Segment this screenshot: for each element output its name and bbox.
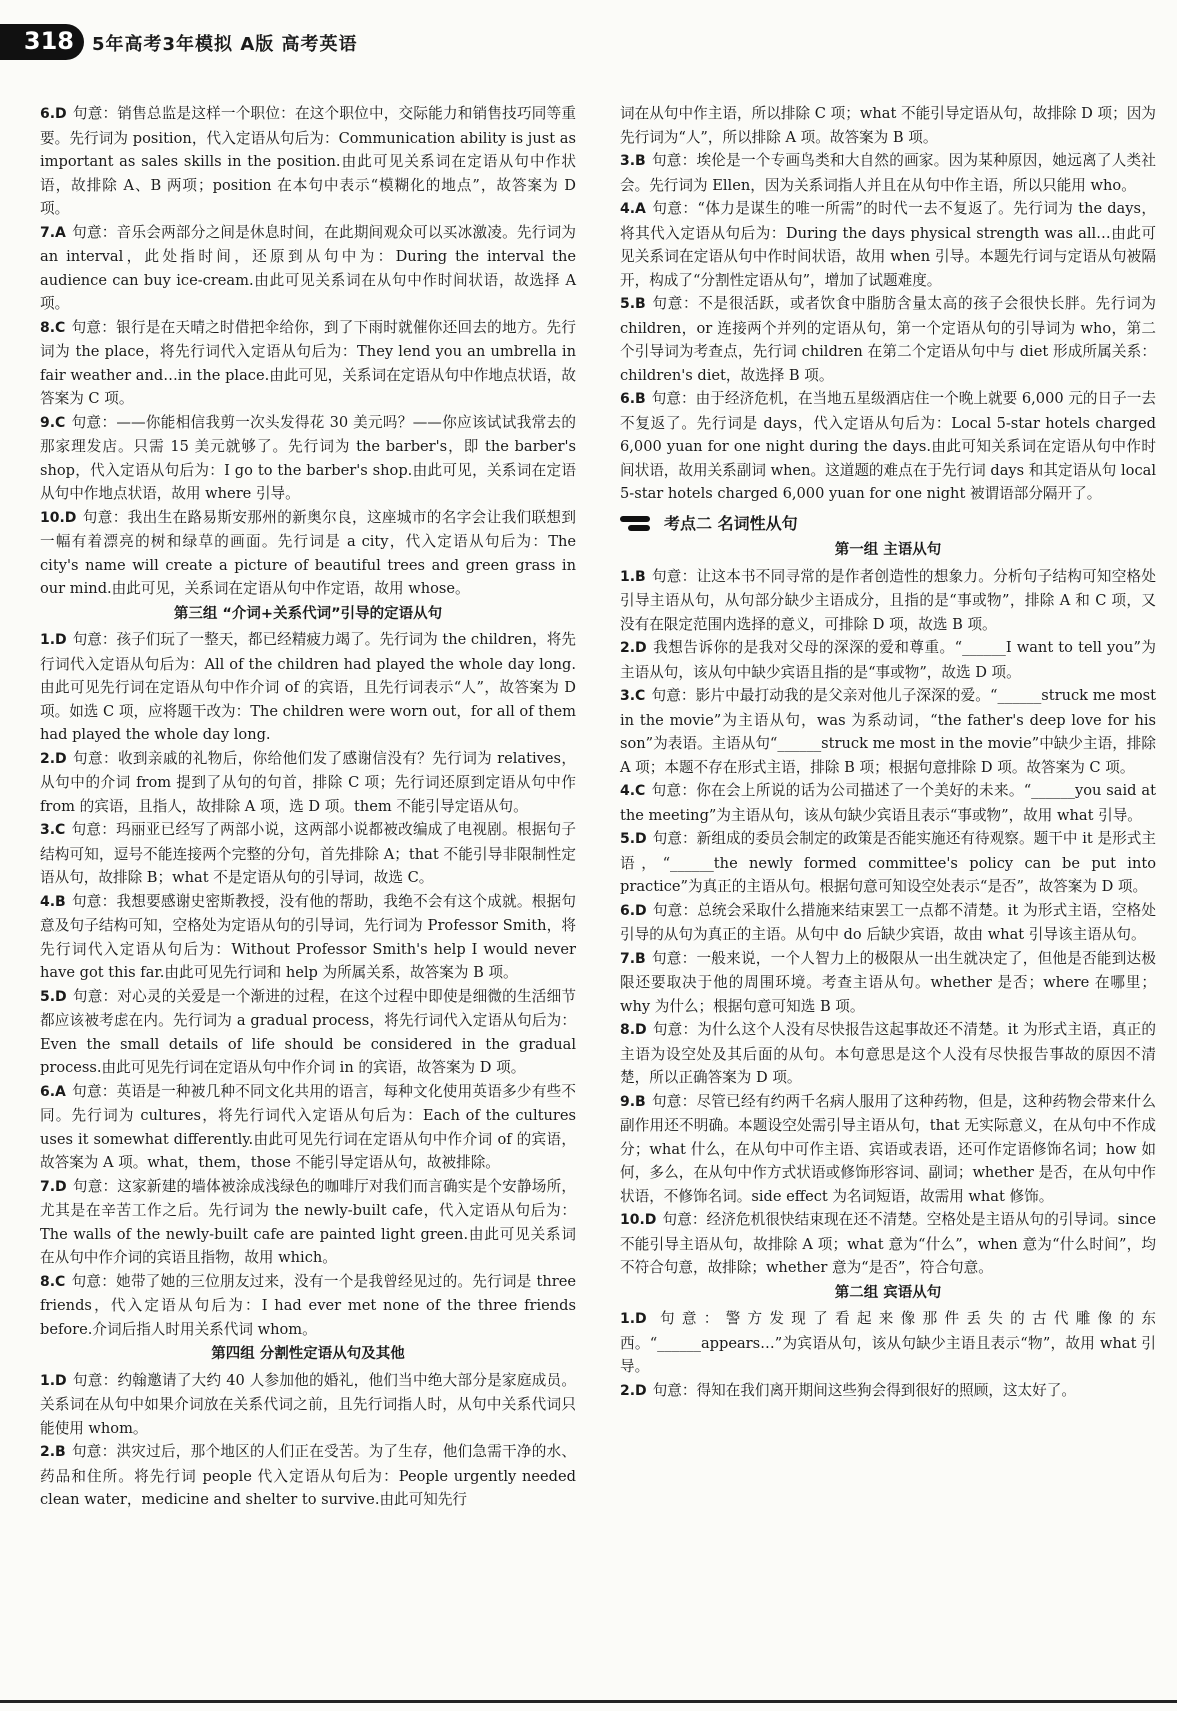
answer-item: [40, 102, 576, 221]
answer-number: 1.D: [620, 1311, 647, 1327]
answer-text: 句意：她带了她的三位朋友过来，没有一个是我曾经见过的。先行词是 three friends，代入定语从句后为：I had ever met none of the three friends before.介词后指人时用关系代词 whom。: [40, 1272, 576, 1338]
answer-item: [40, 506, 576, 601]
answer-number: 3.B: [620, 153, 646, 169]
section-heading-text: 考点二 名词性从句: [664, 513, 798, 533]
answer-item: [40, 411, 576, 506]
answer-item: [620, 1379, 1156, 1404]
answer-item: [620, 565, 1156, 637]
answer-number: 10.D: [40, 509, 77, 526]
answer-item: [620, 1208, 1156, 1280]
answer-number: 2.D: [620, 640, 647, 656]
answer-number: 1.B: [620, 568, 646, 585]
section-heading: [620, 512, 1156, 536]
answer-item: [40, 221, 576, 316]
answer-text: 句意：警方发现了看起来像那件丢失的古代雕像的东西。“______appears…”为宾语从句，该从句缺少主语且表示“物”，故用 what 引导。: [620, 1310, 1156, 1375]
answer-text: 句意：我出生在路易斯安那州的新奥尔良，这座城市的名字会让我们联想到一幅有着漂亮的树和绿草的画面。先行词是 a city，代入定语从句后为：The city's name will create a picture of beautiful trees and green grass in our mind.由此可见，关系词在定语从句中作定语，故用 whose。: [40, 508, 576, 597]
answer-number: 2.D: [620, 1382, 647, 1399]
answer-text: 我想告诉你的是我对父母的深深的爱和尊重。“______I want to tell you”为主语从句，该从句中缺少宾语且指的是“事或物”，故选 D 项。: [620, 639, 1156, 681]
answer-text: 词在从句中作主语，所以排除 C 项；what 不能引导定语从句，故排除 D 项；因为先行词为“人”，所以排除 A 项。故答案为 B 项。: [620, 105, 1156, 146]
answer-text: 句意：新组成的委员会制定的政策是否能实施还有待观察。题干中 it 是形式主语，“______the newly formed committee's policy can be put into practice”为真正的主语从句。根据句意可知设空处表示“是否”，故答案为 D 项。: [620, 830, 1156, 895]
answer-number: 5.B: [620, 296, 646, 312]
answer-item: [620, 387, 1156, 506]
answer-number: 8.C: [40, 1273, 66, 1290]
answer-text: 句意：为什么这个人没有尽快报告这起事故还不清楚。it 为形式主语，真正的主语为设空处及其后面的从句。本句意思是这个人没有尽快报告事故的原因不清楚，所以正确答案为 D 项。: [620, 1021, 1156, 1086]
answer-number: 4.B: [40, 893, 66, 910]
answer-text: 句意：我想要感谢史密斯教授，没有他的帮助，我绝不会有这个成就。根据句意及句子结构可知，空格处为定语从句的引导词，先行词为 Professor Smith，将先行词代入定语从句后为：Without Professor Smith's help I would never have got this far.由此可见先行词和 help 为所属关系，故答案为 B 项。: [40, 892, 576, 981]
answer-item: [40, 890, 576, 985]
answer-item: [40, 985, 576, 1080]
answer-item: [40, 1175, 576, 1270]
page-header: [0, 0, 1177, 62]
answer-text: 句意：银行是在天晴之时借把伞给你，到了下雨时就催你还回去的地方。先行词为 the place，将先行词代入定语从句后为：They lend you an umbrella in fair weather and…in the place.由此可见，关系词在定语从句中作地点状语，故答案为 C 项。: [40, 318, 576, 407]
answer-number: 3.C: [40, 822, 66, 838]
section-marker-icon: [620, 514, 654, 532]
answer-number: 3.C: [620, 688, 646, 704]
answer-item: [620, 1090, 1156, 1209]
answer-text: 句意：经济危机很快结束现在还不清楚。空格处是主语从句的引导词。since 不能引导主语从句，故排除 A 项；what 意为“什么”，when 意为“什么时间”，均不符合句意，故排除；whether 意为“是否”，符合句意。: [620, 1211, 1156, 1276]
answer-text: 句意：尽管已经有约两千名病人服用了这种药物，但是，这种药物会带来什么副作用还不明确。本题设空处需引导主语从句，that 无实际意义，在从句中不作成分；what 什么，在从句中可作主语、宾语或表语，还可作定语修饰名词；how 如何，多么，在从句中作方式状语或修饰形容词、副词；whether 是否，在从句中作状语，不修饰名词。side effect 为名词短语，故需用 what 修饰。: [620, 1092, 1156, 1205]
answer-number: 10.D: [620, 1212, 657, 1228]
answer-text: 句意：对心灵的关爱是一个渐进的过程，在这个过程中即使是细微的生活细节都应该被考虑在内。先行词为 a gradual process，将先行词代入定语从句后为：Even the small details of life should be considered in the gradual process.由此可见先行词在定语从句中作介词 in 的宾语，故答案为 D 项。: [40, 987, 576, 1076]
answer-text: 句意：约翰邀请了大约 40 人参加他的婚礼，他们当中绝大部分是家庭成员。关系词在从句中如果介词放在关系代词之前，且先行词指人时，从句中关系代词只能使用 whom。: [40, 1371, 576, 1437]
answer-item: [40, 316, 576, 411]
answer-item: [40, 747, 576, 819]
answer-number: 6.B: [620, 391, 646, 407]
answer-item: [40, 1080, 576, 1175]
answer-text: 句意：收到亲戚的礼物后，你给他们发了感谢信没有？先行词为 relatives，从句中的介词 from 提到了从句的句首，排除 C 项；先行词还原到定语从句中作 from 的宾语，且指人，故排除 A 项，选 D 项。them 不能引导定语从句。: [40, 749, 576, 815]
answer-number: 6.D: [620, 902, 647, 919]
answer-number: 9.C: [40, 414, 66, 431]
answer-item: [620, 827, 1156, 899]
answer-item: [620, 899, 1156, 947]
answer-text: 句意：英语是一种被几种不同文化共用的语言，每种文化使用英语多少有些不同。先行词为 cultures，将先行词代入定语从句后为：Each of the cultures uses it somewhat differently.由此可见先行词在定语从句中作介词 of 的宾语，故答案为 A 项。what，them，those 不能引导定语从句，故被排除。: [40, 1082, 576, 1171]
page-number: 318: [23, 27, 74, 55]
answer-text: 句意：一般来说，一个人智力上的极限从一出生就决定了，但他是否能到达极限还要取决于他的周围环境。考查主语从句。whether 是否；where 在哪里；why 为什么；根据句意可知选 B 项。: [620, 949, 1156, 1015]
answer-text: 句意：音乐会两部分之间是休息时间，在此期间观众可以买冰激凌。先行词为 an interval，此处指时间，还原到从句中为：During the interval the audience can buy ice-cream.由此可见关系词在从句中作时间状语，故选择 A 项。: [40, 223, 576, 312]
answer-item: [40, 1440, 576, 1512]
right-column: [620, 102, 1156, 1403]
answer-number: 8.C: [40, 319, 66, 336]
answer-number: 7.A: [40, 224, 66, 241]
answer-number: 7.D: [40, 1178, 67, 1195]
answer-text: 句意：这家新建的墙体被涂成浅绿色的咖啡厅对我们而言确实是个安静场所，尤其是在辛苦工作之后。先行词为 the newly-built cafe，代入定语从句后为：The walls of the newly-built cafe are painted light green.由此可见关系词在从句中作介词的宾语且指物，故用 which。: [40, 1177, 576, 1266]
answer-text: 句意：得知在我们离开期间这些狗会得到很好的照顾，这太好了。: [652, 1381, 1076, 1399]
answer-number: 1.D: [40, 1372, 67, 1389]
answer-number: 7.B: [620, 950, 646, 967]
answer-item: [40, 818, 576, 890]
answer-item: [40, 628, 576, 747]
answer-text: 句意：总统会采取什么措施来结束罢工一点都不清楚。it 为形式主语，空格处引导的从句为真正的主语。从句中 do 后缺少宾语，故由 what 引导该主语从句。: [620, 901, 1156, 943]
answer-item: [620, 1307, 1156, 1379]
answer-item: [620, 636, 1156, 684]
answer-number: 6.A: [40, 1083, 66, 1100]
answer-item: [620, 149, 1156, 197]
answer-text: 句意：玛丽亚已经写了两部小说，这两部小说都被改编成了电视剧。根据句子结构可知，逗号不能连接两个完整的分句，首先排除 A；that 不能引导非限制性定语从句，故排除 B；what 不是定语从句的引导词，故选 C。: [40, 821, 576, 886]
answer-item: [620, 779, 1156, 827]
answer-number: 9.B: [620, 1093, 646, 1110]
answer-number: 5.D: [40, 988, 67, 1005]
answer-number: 2.D: [40, 750, 67, 767]
answer-number: 4.C: [620, 783, 646, 799]
group-heading: 第一组 主语从句: [834, 542, 942, 558]
answer-number: 8.D: [620, 1022, 647, 1038]
answer-item: [620, 684, 1156, 779]
answer-text: 句意：“体力是谋生的唯一所需”的时代一去不复返了。先行词为 the days，将其代入定语从句后为：During the days physical strength was all…由此可见关系词在定语从句中作时间状语，故用 when 引导。本题先行词与定语从句被隔开，构成了“分割性定语从句”，增加了试题难度。: [620, 200, 1156, 289]
answer-item: [40, 1270, 576, 1342]
group-heading: 第三组 “介词+关系代词”引导的定语从句: [173, 605, 443, 622]
footer-rule: [0, 1700, 1177, 1703]
answer-text: 句意：让这本书不同寻常的是作者创造性的想象力。分析句子结构可知空格处引导主语从句，从句部分缺少主语成分，且指的是“事或物”，排除 A 和 C 项，又没有在限定范围内选择的意义，可排除 D 项，故选 B 项。: [620, 567, 1156, 633]
answer-number: 1.D: [40, 632, 67, 648]
answer-number: 2.B: [40, 1444, 66, 1460]
answer-item: [620, 292, 1156, 387]
group-heading: 第二组 宾语从句: [834, 1284, 942, 1301]
answer-item: [40, 1369, 576, 1441]
answer-text: 句意：由于经济危机，在当地五星级酒店住一个晚上就要 6,000 元的日子一去不复返了。先行词是 days，代入定语从句后为：Local 5-star hotels charged 6,000 yuan for one night during the days.由此可知关系词在定语从句中作时间状语，故用关系副词 when。这道题的难点在于先行词 days 和其定语从句 local 5-star hotels charged 6,000 yuan for one night 被谓语部分隔开了。: [620, 390, 1156, 502]
answer-item: [620, 102, 1156, 149]
answer-text: 句意：你在会上所说的话为公司描述了一个美好的未来。“______you said at the meeting”为主语从句，该从句缺少宾语且表示“事或物”，故用 what 引导。: [620, 782, 1156, 824]
answer-number: 6.D: [40, 106, 67, 122]
group-heading: 第四组 分割性定语从句及其他: [211, 1346, 405, 1362]
answer-number: 5.D: [620, 831, 647, 847]
answer-number: 4.A: [620, 201, 646, 217]
answer-text: 句意：洪灾过后，那个地区的人们正在受苦。为了生存，他们急需干净的水、药品和住所。将先行词 people 代入定语从句后为：People urgently needed clean water，medicine and shelter to survive.由此可知先行: [40, 1443, 576, 1508]
answer-text: 句意：不是很活跃，或者饮食中脂肪含量太高的孩子会很快长胖。先行词为 children，or 连接两个并列的定语从句，第一个定语从句的引导词为 who，第二个引导词为考查点，先行词 children 在第二个定语从句中与 diet 形成所属关系：children's diet，故选择 B 项。: [620, 295, 1156, 384]
answer-item: [620, 947, 1156, 1019]
page-number-badge: [0, 24, 84, 60]
answer-text: 句意：销售总监是这样一个职位：在这个职位中，交际能力和销售技巧同等重要。先行词为 position，代入定语从句后为：Communication ability is just as important as sales skills in the position.由此可见关系词在定语从句中作状语，故排除 A、B 两项；position 在本句中表示“模糊化的地点”，故答案为 D 项。: [40, 105, 576, 217]
answer-item: [620, 1018, 1156, 1090]
answer-text: 句意：孩子们玩了一整天，都已经精疲力竭了。先行词为 the children，将先行词代入定语从句后为：All of the children had played the whole day long.由此可见先行词在定语从句中作介词 of 的宾语，且先行词表示“人”，故答案为 D 项。如选 C 项，应将题干改为：The children were worn out，for all of them had played the whole day long.: [40, 631, 576, 743]
answer-text: 句意：——你能相信我剪一次头发得花 30 美元吗？——你应该试试我常去的那家理发店。只需 15 美元就够了。先行词为 the barber's，即 the barber's shop，代入定语从句后为：I go to the barber's shop.由此可见，关系词在定语从句中作地点状语，故用 where 引导。: [40, 413, 576, 502]
book-title: 5年高考3年模拟 A版 高考英语: [92, 34, 358, 55]
answer-item: [620, 197, 1156, 292]
answer-text: 句意：影片中最打动我的是父亲对他儿子深深的爱。“______struck me most in the movie”为主语从句，was 为系动词，“the father's deep love for his son”为表语。主语从句“______struck me most in the movie”中缺少主语，排除 A 项；本题不存在形式主语，排除 B 项；根据句意排除 D 项。故答案为 C 项。: [620, 687, 1156, 776]
left-column: [40, 102, 576, 1512]
answer-text: 句意：埃伦是一个专画鸟类和大自然的画家。因为某种原因，她远离了人类社会。先行词为 Ellen，因为关系词指人并且在从句中作主语，所以只能用 who。: [620, 152, 1156, 194]
